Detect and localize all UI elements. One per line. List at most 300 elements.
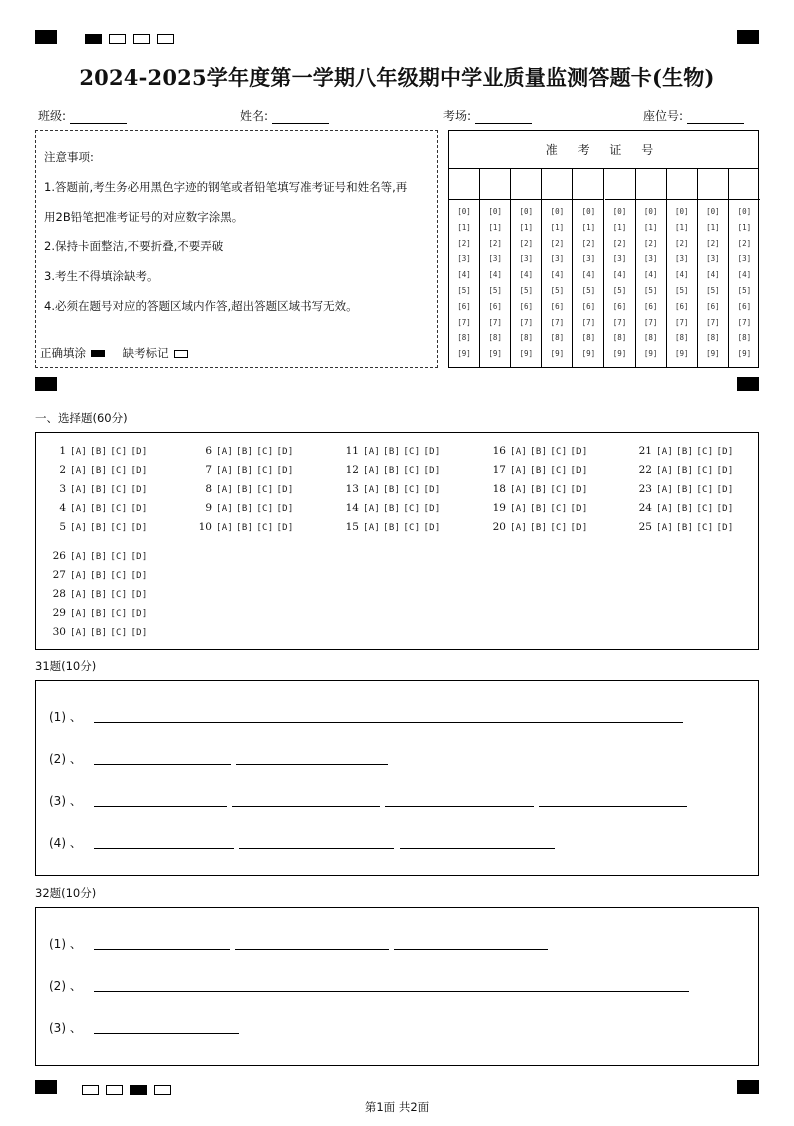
option-bubble[interactable]: [A] [363,447,381,457]
option-bubble[interactable]: [A] [510,504,528,514]
admission-digit-bubble[interactable]: [4] [550,270,565,280]
question-number: 16 [492,445,506,457]
admission-digit-bubble[interactable]: [3] [737,254,752,264]
admission-digit-bubble[interactable]: [6] [581,301,596,311]
admission-digit-bubble[interactable]: [6] [643,301,658,311]
admission-digit-bubble[interactable]: [5] [706,286,720,295]
admission-write-cell[interactable] [698,169,728,200]
question-number: 4 [59,502,66,514]
admission-digit-bubble[interactable]: [7] [457,317,471,327]
option-bubble[interactable]: [A] [656,485,674,495]
option-bubble[interactable]: [D] [130,628,148,638]
admission-digit-bubble[interactable]: [1] [643,222,658,232]
question-number: 18 [492,483,506,495]
admission-write-cell[interactable] [573,169,603,200]
admission-digit-bubble[interactable]: [7] [643,317,658,327]
admission-write-cell[interactable] [729,169,760,200]
choice-question-row [36,445,151,457]
option-bubble[interactable]: [D] [130,504,148,514]
choice-question-row [329,464,444,476]
option-bubble[interactable]: [B] [676,447,694,457]
option-bubble[interactable]: [C] [550,485,568,495]
admission-digit-bubble[interactable]: [9] [737,349,752,359]
admission-digit-bubble[interactable]: [7] [674,317,689,327]
answer-line[interactable] [94,991,689,992]
option-bubble[interactable]: [A] [656,504,674,514]
option-bubble[interactable]: [A] [70,485,88,495]
option-bubble[interactable]: [D] [130,447,148,457]
option-bubble[interactable]: [B] [236,485,254,495]
admission-digit-bubble[interactable]: [2] [612,238,627,248]
admission-digit-bubble[interactable]: [7] [706,317,720,327]
admission-digit-bubble[interactable]: [6] [737,301,752,311]
option-bubble[interactable]: [B] [676,466,694,476]
admission-digit-bubble[interactable]: [2] [488,238,502,248]
option-bubble[interactable]: [D] [423,485,441,495]
absent-mark-box[interactable] [174,350,188,358]
admission-digit-bubble[interactable]: [4] [581,270,596,280]
option-bubble[interactable]: [D] [276,466,294,476]
option-bubble[interactable]: [C] [256,485,274,495]
admission-digit-bubble[interactable]: [1] [519,222,533,232]
admission-digit-bubble[interactable]: [3] [706,254,720,264]
answer-line[interactable] [94,764,231,765]
page-code-box [154,1085,171,1095]
admission-digit-column [511,169,542,368]
option-bubble[interactable]: [C] [403,466,421,476]
option-bubble[interactable]: [C] [696,523,714,533]
option-bubble[interactable]: [C] [110,628,128,638]
option-bubble[interactable]: [C] [110,485,128,495]
admission-digit-bubble[interactable]: [0] [612,207,627,216]
admission-digit-bubble[interactable]: [2] [674,238,689,248]
admission-digit-bubble[interactable]: [7] [550,317,565,327]
option-bubble[interactable]: [C] [110,590,128,600]
option-bubble[interactable]: [D] [130,609,148,619]
option-bubble[interactable]: [A] [70,447,88,457]
answer-line[interactable] [232,806,380,807]
option-bubble[interactable]: [D] [276,504,294,514]
option-bubble[interactable]: [A] [216,485,234,495]
option-bubble[interactable]: [D] [716,504,734,514]
option-bubble[interactable]: [A] [656,523,674,533]
admission-digit-bubble[interactable]: [7] [519,317,533,327]
admission-digit-bubble[interactable]: [3] [643,254,658,264]
admission-digit-bubble[interactable]: [4] [706,270,720,280]
admission-digit-bubble[interactable]: [8] [706,333,720,343]
choice-question-row [182,445,297,457]
exam-room-field-line[interactable] [475,110,532,124]
name-field[interactable] [240,107,329,124]
exam-room-field[interactable] [443,107,532,124]
question-number: 7 [205,464,212,476]
option-bubble[interactable]: [A] [70,504,88,514]
admission-digit-bubble[interactable]: [4] [488,270,502,280]
option-bubble[interactable]: [B] [90,447,108,457]
admission-digit-bubble[interactable]: [1] [581,222,596,232]
option-bubble[interactable]: [B] [530,504,548,514]
choice-question-row [476,445,591,457]
question-number: 23 [638,483,652,495]
option-bubble[interactable]: [D] [570,523,588,533]
option-bubble[interactable]: [D] [130,466,148,476]
admission-digit-bubble[interactable]: [0] [581,207,596,216]
correct-fill-icon [91,350,105,357]
field-label: 班级: [38,109,67,123]
option-bubble[interactable]: [A] [656,466,674,476]
answer-line[interactable] [235,949,389,950]
admission-write-cell[interactable] [511,169,541,200]
admission-digit-bubble[interactable]: [8] [457,333,471,343]
option-bubble[interactable]: [D] [570,466,588,476]
admission-digit-bubble[interactable]: [1] [706,222,720,232]
option-bubble[interactable]: [C] [110,447,128,457]
admission-digit-bubble[interactable]: [3] [612,254,627,264]
name-field-line[interactable] [272,110,329,124]
question-number: 25 [638,521,652,533]
option-bubble[interactable]: [B] [90,504,108,514]
option-bubble[interactable]: [A] [216,523,234,533]
option-bubble[interactable]: [A] [216,447,234,457]
question-number: 10 [198,521,212,533]
question-number: 13 [345,483,359,495]
choice-question-row [36,502,151,514]
admission-digit-bubble[interactable]: [1] [488,222,502,232]
option-bubble[interactable]: [B] [383,485,401,495]
choice-question-row [36,464,151,476]
option-bubble[interactable]: [C] [110,466,128,476]
admission-digit-bubble[interactable]: [8] [737,333,752,343]
option-bubble[interactable]: [B] [90,523,108,533]
option-bubble[interactable]: [B] [383,466,401,476]
seat-number-field[interactable] [643,107,744,124]
admission-digit-bubble[interactable]: [3] [457,254,471,264]
notice-line: 2.保持卡面整洁,不要折叠,不要弄破 [44,239,224,253]
admission-digit-bubble[interactable]: [8] [550,333,565,343]
admission-digit-bubble[interactable]: [2] [581,238,596,248]
option-bubble[interactable]: [B] [530,466,548,476]
option-bubble[interactable]: [A] [70,571,88,581]
admission-digit-bubble[interactable]: [1] [457,222,471,232]
class-field-line[interactable] [70,110,127,124]
choice-question-row [36,626,151,638]
option-bubble[interactable]: [C] [696,504,714,514]
option-bubble[interactable]: [D] [276,523,294,533]
admission-digit-bubble[interactable]: [9] [457,349,471,359]
admission-digit-bubble[interactable]: [4] [737,270,752,280]
option-bubble[interactable]: [D] [423,523,441,533]
admission-digit-column [449,169,480,368]
option-bubble[interactable]: [C] [110,504,128,514]
admission-digit-bubble[interactable]: [0] [737,207,752,216]
option-bubble[interactable]: [D] [130,590,148,600]
admission-digit-bubble[interactable]: [9] [488,349,502,359]
option-bubble[interactable]: [C] [256,504,274,514]
option-bubble[interactable]: [D] [130,485,148,495]
admission-digit-bubble[interactable]: [1] [737,222,752,232]
admission-digit-bubble[interactable]: [5] [674,286,689,295]
option-bubble[interactable]: [D] [716,466,734,476]
option-bubble[interactable]: [A] [363,485,381,495]
admission-digit-bubble[interactable]: [8] [519,333,533,343]
admission-digit-bubble[interactable]: [2] [706,238,720,248]
answer-line[interactable] [539,806,687,807]
page-code-box [82,1085,99,1095]
admission-digit-bubble[interactable]: [2] [457,238,471,248]
option-bubble[interactable]: [D] [423,466,441,476]
registration-mark-top-left [35,30,57,44]
admission-digit-bubble[interactable]: [8] [581,333,596,343]
option-bubble[interactable]: [B] [236,504,254,514]
admission-digit-bubble[interactable]: [3] [550,254,565,264]
admission-digit-bubble[interactable]: [5] [550,286,565,295]
admission-digit-bubble[interactable]: [5] [581,286,596,295]
q31-sub-label: (4) 、 [49,836,82,850]
choice-question-row [36,521,151,533]
admission-write-cell[interactable] [542,169,572,200]
option-bubble[interactable]: [B] [90,552,108,562]
admission-digit-bubble[interactable]: [7] [612,317,627,327]
option-bubble[interactable]: [C] [696,447,714,457]
option-bubble[interactable]: [B] [90,590,108,600]
admission-digit-bubble[interactable]: [5] [457,286,471,295]
admission-digit-bubble[interactable]: [5] [612,286,627,295]
registration-mark-mid-left [35,377,57,391]
admission-digit-bubble[interactable]: [7] [581,317,596,327]
choice-question-row [329,445,444,457]
admission-digit-bubble[interactable]: [3] [519,254,533,264]
option-bubble[interactable]: [A] [216,466,234,476]
option-bubble[interactable]: [C] [696,466,714,476]
option-bubble[interactable]: [B] [530,485,548,495]
option-bubble[interactable]: [A] [216,504,234,514]
option-bubble[interactable]: [C] [403,485,421,495]
admission-digit-column [542,169,573,368]
admission-write-cell[interactable] [636,169,666,200]
admission-digit-bubble[interactable]: [9] [706,349,720,359]
option-bubble[interactable]: [A] [363,504,381,514]
answer-line[interactable] [94,949,230,950]
option-bubble[interactable]: [B] [530,523,548,533]
admission-write-cell[interactable] [667,169,697,200]
admission-digit-bubble[interactable]: [6] [519,301,533,311]
option-bubble[interactable]: [B] [236,523,254,533]
option-bubble[interactable]: [D] [276,485,294,495]
option-bubble[interactable]: [A] [510,485,528,495]
option-bubble[interactable]: [D] [570,485,588,495]
admission-digit-bubble[interactable]: [5] [488,286,502,295]
notice-box [35,130,438,368]
option-bubble[interactable]: [A] [656,447,674,457]
admission-digit-bubble[interactable]: [9] [581,349,596,359]
admission-digit-bubble[interactable]: [0] [457,207,471,216]
admission-digit-bubble[interactable]: [8] [488,333,502,343]
answer-line[interactable] [94,1033,239,1034]
answer-line[interactable] [94,722,683,723]
choice-question-row [36,483,151,495]
admission-digit-bubble[interactable]: [1] [612,222,627,232]
option-bubble[interactable]: [D] [276,447,294,457]
field-label: 座位号: [643,109,684,123]
admission-write-cell[interactable] [480,169,510,200]
option-bubble[interactable]: [B] [90,466,108,476]
admission-digit-bubble[interactable]: [5] [643,286,658,295]
admission-digit-bubble[interactable]: [8] [674,333,689,343]
option-bubble[interactable]: [C] [403,504,421,514]
admission-digit-bubble[interactable]: [8] [612,333,627,343]
option-bubble[interactable]: [C] [110,571,128,581]
option-bubble[interactable]: [C] [256,523,274,533]
admission-digit-bubble[interactable]: [6] [488,301,502,311]
q31-sub-label: (3) 、 [49,794,82,808]
admission-digit-bubble[interactable]: [5] [737,286,752,295]
admission-digit-bubble[interactable]: [2] [737,238,752,248]
admission-digit-bubble[interactable]: [4] [519,270,533,280]
admission-digit-bubble[interactable]: [6] [706,301,720,311]
admission-digit-bubble[interactable]: [6] [550,301,565,311]
option-bubble[interactable]: [B] [676,504,694,514]
admission-digit-bubble[interactable]: [9] [519,349,533,359]
option-bubble[interactable]: [A] [70,628,88,638]
option-bubble[interactable]: [A] [70,466,88,476]
admission-digit-bubble[interactable]: [6] [612,301,627,311]
option-bubble[interactable]: [B] [90,628,108,638]
option-bubble[interactable]: [B] [236,466,254,476]
admission-digit-bubble[interactable]: [2] [643,238,658,248]
admission-digit-bubble[interactable]: [9] [674,349,689,359]
q31-label: 31题(10分) [35,659,97,673]
option-bubble[interactable]: [A] [363,466,381,476]
admission-digit-bubble[interactable]: [1] [674,222,689,232]
option-bubble[interactable]: [C] [403,523,421,533]
option-bubble[interactable]: [C] [403,447,421,457]
option-bubble[interactable]: [D] [716,485,734,495]
option-bubble[interactable]: [B] [676,523,694,533]
answer-line[interactable] [400,848,555,849]
admission-digit-bubble[interactable]: [5] [519,286,533,295]
admission-digit-bubble[interactable]: [3] [581,254,596,264]
choice-question-row [36,588,151,600]
admission-digit-bubble[interactable]: [6] [457,301,471,311]
admission-digit-bubble[interactable]: [9] [612,349,627,359]
option-bubble[interactable]: [D] [130,571,148,581]
choice-question-row [36,550,151,562]
admission-digit-bubble[interactable]: [9] [643,349,658,359]
option-bubble[interactable]: [A] [70,523,88,533]
answer-line[interactable] [239,848,394,849]
seat-number-field-line[interactable] [687,110,744,124]
option-bubble[interactable]: [B] [90,571,108,581]
option-bubble[interactable]: [B] [530,447,548,457]
admission-digit-bubble[interactable]: [3] [488,254,502,264]
option-bubble[interactable]: [C] [550,523,568,533]
question-number: 19 [492,502,506,514]
admission-digit-bubble[interactable]: [0] [488,207,502,216]
choice-section-label: 一、选择题(60分) [35,411,128,425]
option-bubble[interactable]: [B] [90,609,108,619]
answer-line[interactable] [94,806,227,807]
option-bubble[interactable]: [C] [256,466,274,476]
option-bubble[interactable]: [B] [90,485,108,495]
admission-digit-bubble[interactable]: [4] [457,270,471,280]
option-bubble[interactable]: [C] [110,523,128,533]
answer-line[interactable] [385,806,534,807]
option-bubble[interactable]: [D] [423,447,441,457]
option-bubble[interactable]: [C] [256,447,274,457]
option-bubble[interactable]: [A] [510,523,528,533]
option-bubble[interactable]: [A] [70,609,88,619]
option-bubble[interactable]: [D] [130,523,148,533]
page-code-box [130,1085,147,1095]
q31-sub-label: (1) 、 [49,710,82,724]
answer-line[interactable] [394,949,548,950]
admission-digit-bubble[interactable]: [0] [643,207,658,216]
option-bubble[interactable]: [A] [363,523,381,533]
answer-line[interactable] [236,764,388,765]
option-bubble[interactable]: [D] [716,447,734,457]
option-bubble[interactable]: [D] [570,447,588,457]
admission-digit-bubble[interactable]: [7] [488,317,502,327]
option-bubble[interactable]: [A] [70,590,88,600]
option-bubble[interactable]: [A] [510,466,528,476]
option-bubble[interactable]: [D] [130,552,148,562]
admission-digit-bubble[interactable]: [6] [674,301,689,311]
admission-digit-bubble[interactable]: [4] [674,270,689,280]
option-bubble[interactable]: [B] [383,447,401,457]
admission-digit-bubble[interactable]: [1] [550,222,565,232]
registration-mark-bottom-right [737,1080,759,1094]
admission-write-cell[interactable] [449,169,479,200]
answer-line[interactable] [94,848,234,849]
admission-digit-bubble[interactable]: [4] [643,270,658,280]
admission-digit-column [667,169,698,368]
option-bubble[interactable]: [A] [70,552,88,562]
admission-digit-bubble[interactable]: [9] [550,349,565,359]
admission-digit-bubble[interactable]: [0] [519,207,533,216]
admission-digit-bubble[interactable]: [2] [550,238,565,248]
option-bubble[interactable]: [B] [383,523,401,533]
admission-digit-bubble[interactable]: [7] [737,317,752,327]
option-bubble[interactable]: [B] [676,485,694,495]
admission-write-cell[interactable] [605,169,635,200]
admission-digit-bubble[interactable]: [0] [674,207,689,216]
option-bubble[interactable]: [B] [383,504,401,514]
notice-line: 用2B铅笔把准考证号的对应数字涂黑。 [44,210,244,224]
notice-line: 1.答题前,考生务必用黑色字迹的钢笔或者铅笔填写准考证号和姓名等,再 [44,180,408,194]
option-bubble[interactable]: [C] [550,466,568,476]
option-bubble[interactable]: [C] [550,447,568,457]
admission-digit-bubble[interactable]: [8] [643,333,658,343]
admission-digit-bubble[interactable]: [0] [550,207,565,216]
admission-digit-bubble[interactable]: [3] [674,254,689,264]
admission-digit-bubble[interactable]: [4] [612,270,627,280]
option-bubble[interactable]: [B] [236,447,254,457]
option-bubble[interactable]: [D] [570,504,588,514]
choice-question-row [36,607,151,619]
option-bubble[interactable]: [C] [696,485,714,495]
admission-digit-bubble[interactable]: [2] [519,238,533,248]
question-number: 20 [492,521,506,533]
option-bubble[interactable]: [C] [110,552,128,562]
option-bubble[interactable]: [C] [550,504,568,514]
option-bubble[interactable]: [A] [510,447,528,457]
option-bubble[interactable]: [D] [423,504,441,514]
admission-digit-bubble[interactable]: [0] [706,207,720,216]
choice-question-row [182,464,297,476]
option-bubble[interactable]: [D] [716,523,734,533]
class-field[interactable] [38,107,127,124]
option-bubble[interactable]: [C] [110,609,128,619]
